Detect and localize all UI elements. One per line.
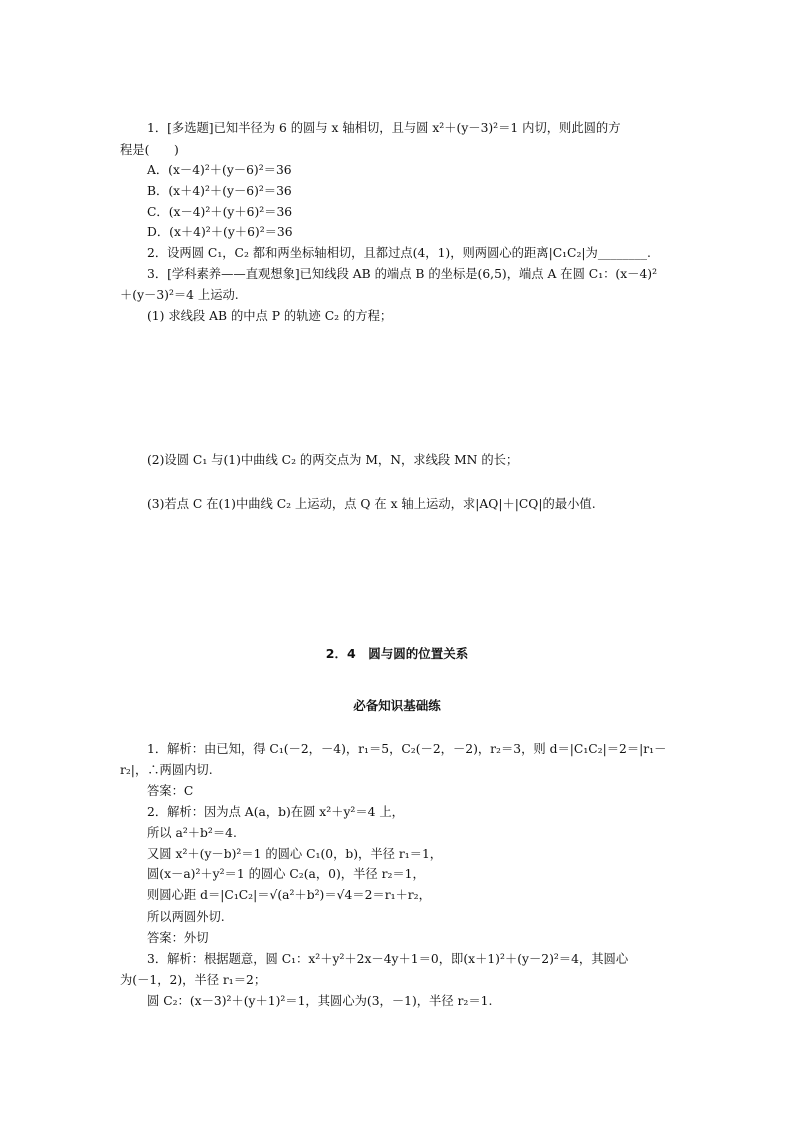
problem-3-line-1: 3．[学科素养——直观想象]已知线段 AB 的端点 B 的坐标是(6,5)，端点 A 在圆 C₁：(x－4)² [147,267,657,281]
problem-3-question-3: (3)若点 C 在(1)中曲线 C₂ 上运动，点 Q 在 x 轴上运动，求|AQ|＋|CQ|的最小值. [147,497,596,511]
problem-1-option-a: A．(x－4)²＋(y－6)²＝36 [147,163,292,177]
problem-3-line-2: ＋(y－3)²＝4 上运动. [120,288,239,302]
problem-1-line-2: 程是( ) [120,143,179,157]
answer-1-result: 答案：C [147,784,194,798]
answer-2-line-3: 又圆 x²＋(y－b)²＝1 的圆心 C₁(0，b)，半径 r₁＝1， [147,847,443,861]
answer-2-result: 答案：外切 [147,931,209,945]
problem-1-option-d: D．(x＋4)²＋(y＋6)²＝36 [147,225,293,239]
answer-2-line-2: 所以 a²＋b²＝4. [147,826,237,840]
answer-3-line-1: 3．解析：根据题意，圆 C₁：x²＋y²＋2x－4y＋1＝0，即(x＋1)²＋(y－2)²＝4，其圆心 [147,952,629,966]
answer-3-line-3: 圆 C₂：(x－3)²＋(y＋1)²＝1，其圆心为(3，－1)，半径 r₂＝1. [147,994,493,1008]
answer-2-line-5: 则圆心距 d＝|C₁C₂|＝√(a²＋b²)＝√4＝2＝r₁＋r₂， [147,888,431,902]
answer-2-line-1: 2．解析：因为点 A(a，b)在圆 x²＋y²＝4 上， [147,805,404,819]
problem-1-option-c: C．(x－4)²＋(y＋6)²＝36 [147,205,293,219]
answer-1-line-1: 1．解析：由已知，得 C₁(－2，－4)，r₁＝5，C₂(－2，－2)，r₂＝3，则 d＝|C₁C₂|＝2＝|r₁－ [147,742,667,756]
answer-1-line-2: r₂|，∴两圆内切. [120,763,213,777]
answer-3-line-2: 为(－1，2)，半径 r₁＝2； [120,973,267,987]
answer-2-line-4: 圆(x－a)²＋y²＝1 的圆心 C₂(a，0)，半径 r₂＝1， [147,867,425,881]
subsection-title: 必备知识基础练 [353,698,441,713]
answer-2-line-6: 所以两圆外切. [147,910,225,924]
problem-1-line-1: 1．[多选题]已知半径为 6 的圆与 x 轴相切，且与圆 x²＋(y－3)²＝1 内切，则此圆的方 [147,121,621,135]
problem-2: 2．设两圆 C₁，C₂ 都和两坐标轴相切，且都过点(4，1)，则两圆心的距离|C₁C₂|为________. [147,246,651,260]
problem-1-option-b: B．(x＋4)²＋(y－6)²＝36 [147,184,292,198]
problem-3-question-1: (1) 求线段 AB 的中点 P 的轨迹 C₂ 的方程； [147,309,393,323]
problem-3-question-2: (2)设圆 C₁ 与(1)中曲线 C₂ 的两交点为 M，N，求线段 MN 的长； [147,453,519,467]
section-title: 2．4 圆与圆的位置关系 [325,646,469,661]
